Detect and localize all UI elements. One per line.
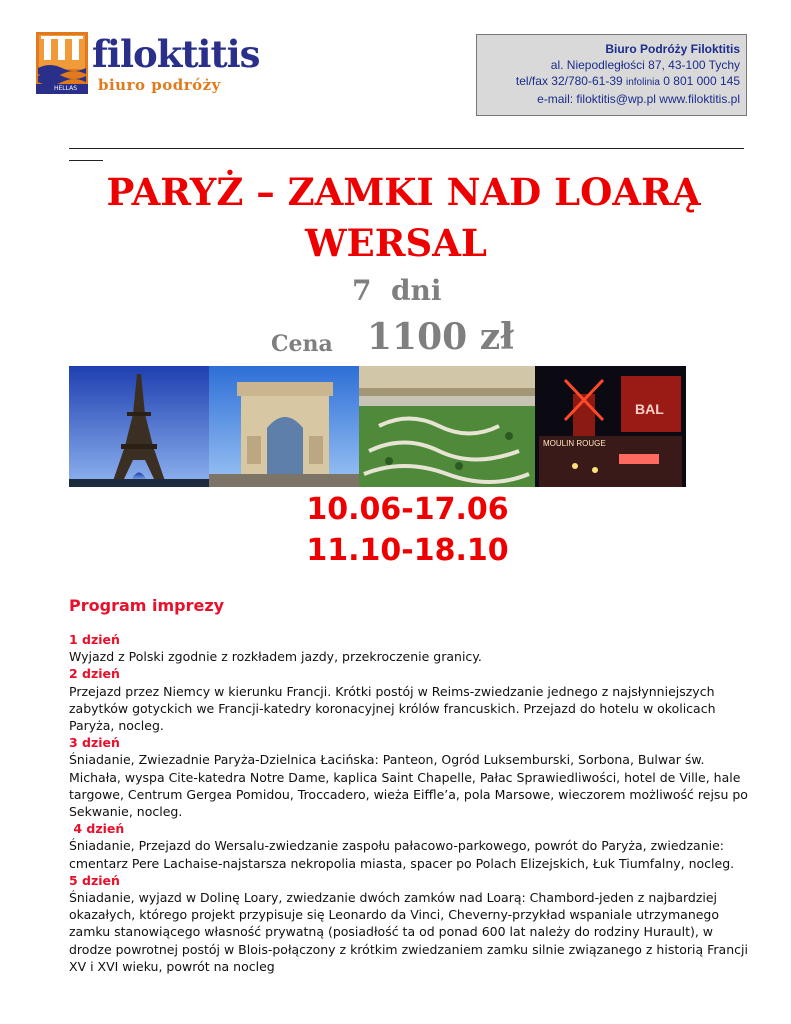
- trip-date-1: 10.06-17.06: [306, 492, 509, 527]
- versailles-garden-photo: [359, 366, 535, 487]
- page-title: PARYŻ – ZAMKI NAD LOARĄ: [106, 170, 701, 214]
- program-day: [69, 820, 749, 872]
- trip-duration: 7 dni: [352, 274, 442, 307]
- program-day: [69, 734, 749, 820]
- program-list: [69, 631, 749, 975]
- program-day-label: 5 dzień: [69, 872, 120, 888]
- program-day: [69, 665, 749, 734]
- moulin-rouge-photo: [535, 366, 686, 487]
- bal-sign: BAL: [635, 401, 664, 417]
- photo-strip: [69, 366, 686, 487]
- hotline-label: infolinia: [626, 77, 660, 88]
- trip-date-2: 11.10-18.10: [306, 533, 509, 568]
- program-day-text: Śniadanie, Zwiezadnie Paryża-Dzielnica Łacińska: Panteon, Ogród Luksemburski, Sorbona, Bulwar św. Michała, wyspa Cite-katedra Notre Dame, kaplica Saint Chapelle, Pałac Sprawiedliwości, hotel de Ville, hale targowe, Centrum Gergea Pomidou, Troccadero, wieża Eiffle’a, pola Marsowe, wieczorem możliwość rejsu po Sekwanie, nocleg.: [69, 752, 748, 820]
- page-subtitle: WERSAL: [305, 221, 487, 265]
- program-day-text: Śniadanie, wyjazd w Dolinę Loary, zwiedzanie dwóch zamków nad Loarą: Chambord-jeden z najbardziej okazałych, którego projekt przypisuje się Leonardo da Vinci, Cheverny-przykład wspaniale utrzymanego zamku stanowiącego własność prywatną (posiadłość ta od ponad 600 lat należy do rodziny Hurault), w drodze powrotnej postój w Blois-połączony z krótkim zwiedzaniem zamku silnie związanego z historią Francji XV i XVI wieku, powrót na nocleg: [69, 890, 748, 974]
- phone-number: tel/fax 32/780-61-39: [515, 74, 626, 88]
- logo-wordmark: filoktitis: [92, 32, 260, 76]
- logo-subtitle: biuro podróży: [98, 76, 221, 94]
- program-day-label: 2 dzień: [69, 666, 120, 682]
- contact-box: [476, 34, 747, 116]
- program-day-text: Śniadanie, Przejazd do Wersalu-zwiedzanie zaspołu pałacowo-parkowego, powrót do Paryża, zwiedzanie: cmentarz Pere Lachaise-najstarsza nekropolia miasta, spacer po Polach Elizejskich, Łuk Tiumfalny, nocleg.: [69, 838, 735, 871]
- logo-badge: HELLAS: [54, 85, 78, 92]
- program-day-label: 1 dzień: [69, 632, 120, 647]
- moulin-rouge-sign: MOULIN ROUGE: [543, 439, 606, 448]
- company-phone: [477, 73, 740, 91]
- program-day-text: Wyjazd z Polski zgodnie z rozkładem jazdy, przekroczenie granicy.: [69, 649, 482, 665]
- hotline-number: 0 801 000 145: [659, 74, 740, 88]
- program-title: Program imprezy: [69, 596, 225, 615]
- arc-de-triomphe-photo: [209, 366, 359, 487]
- divider-line: [69, 148, 744, 149]
- divider-line-short: [69, 160, 103, 161]
- company-name: Biuro Podróży Filoktitis: [605, 42, 740, 56]
- company-logo: [36, 32, 260, 98]
- company-address: al. Niepodległości 87, 43-100 Tychy: [550, 58, 740, 72]
- program-day: [69, 631, 749, 665]
- program-day-label: 4 dzień: [69, 821, 125, 837]
- price-value: 1100 zł: [367, 316, 515, 358]
- price-label: Cena: [271, 331, 333, 357]
- program-day-label: 3 dzień: [69, 735, 120, 751]
- program-day-text: Przejazd przez Niemcy w kierunku Francji. Krótki postój w Reims-zwiedzanie jednego z najsłynniejszych zabytków gotyckich we Francji-katedry koronacyjnej królów francuskich. Przejazd do hotelu w okolicach Paryża, nocleg.: [69, 683, 716, 734]
- eiffel-tower-photo: [69, 366, 209, 487]
- company-email[interactable]: e-mail: filoktitis@wp.pl www.filoktitis.pl: [537, 92, 740, 106]
- program-day: [69, 872, 749, 975]
